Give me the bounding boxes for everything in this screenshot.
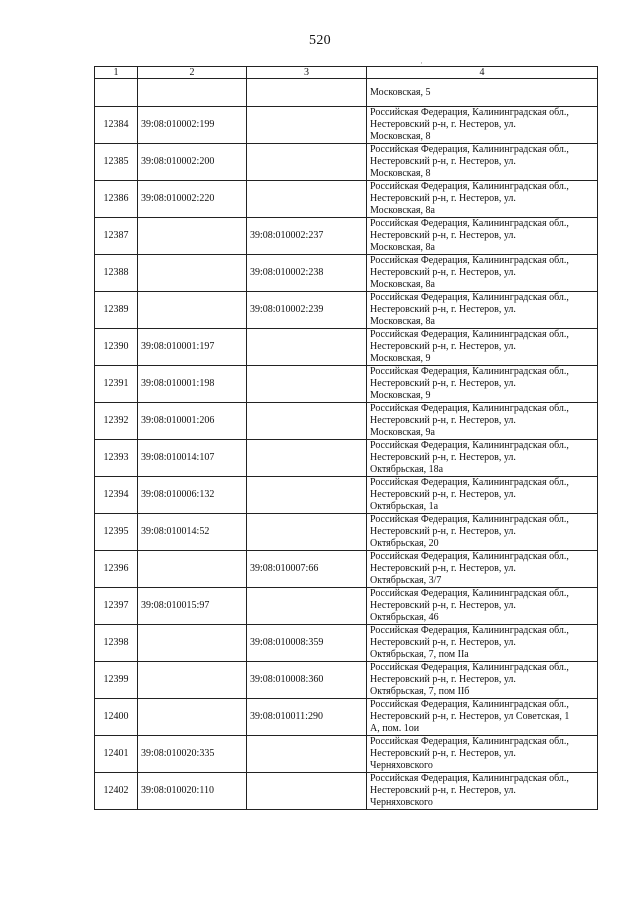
row-number-cell: 12391: [95, 366, 138, 403]
address-cell: [367, 107, 598, 144]
address-line: Черняховского: [370, 797, 433, 808]
address-line: Российская Федерация, Калининградская обл.,: [370, 773, 569, 784]
address-line: Московская, 9: [370, 353, 431, 364]
address-line: Российская Федерация, Калининградская обл.,: [370, 588, 569, 599]
address-line: Российская Федерация, Калининградская обл.,: [370, 107, 569, 118]
cadastral-number-alt-cell: 39:08:010007:66: [247, 551, 367, 588]
row-number-cell: 12401: [95, 736, 138, 773]
cadastral-number-alt-cell: 39:08:010011:290: [247, 699, 367, 736]
address-line: Российская Федерация, Калининградская обл.,: [370, 403, 569, 414]
address-line: Нестеровский р-н, г. Нестеров, ул.: [370, 378, 516, 389]
row-number-cell: 12386: [95, 181, 138, 218]
cadastral-number-cell: 39:08:010002:200: [138, 144, 247, 181]
row-number-cell: [95, 79, 138, 107]
address-cell: [367, 477, 598, 514]
cadastral-number-cell: 39:08:010014:52: [138, 514, 247, 551]
address-cell: [367, 625, 598, 662]
cadastral-number-alt-cell: [247, 588, 367, 625]
row-number-cell: 12385: [95, 144, 138, 181]
address-cell: [367, 699, 598, 736]
address-line: Российская Федерация, Калининградская обл.,: [370, 255, 569, 266]
column-header-4: 4: [367, 67, 598, 79]
address-line: Октябрьская, 46: [370, 612, 439, 623]
row-number-cell: 12400: [95, 699, 138, 736]
cadastral-number-cell: [138, 551, 247, 588]
address-line: Октябрьская, 3/7: [370, 575, 442, 586]
row-number-cell: 12388: [95, 255, 138, 292]
address-line: Российская Федерация, Калининградская обл.,: [370, 144, 569, 155]
address-line: Нестеровский р-н, г. Нестеров, ул.: [370, 452, 516, 463]
address-cell: [367, 773, 598, 810]
address-line: Российская Федерация, Калининградская обл.,: [370, 477, 569, 488]
cadastral-number-cell: 39:08:010001:206: [138, 403, 247, 440]
cadastral-number-cell: 39:08:010002:199: [138, 107, 247, 144]
address-line: Московская, 5: [370, 86, 431, 98]
cadastral-number-cell: [138, 699, 247, 736]
row-number-cell: 12399: [95, 662, 138, 699]
address-line: Нестеровский р-н, г. Нестеров, ул.: [370, 489, 516, 500]
address-cell: [367, 329, 598, 366]
address-line: Российская Федерация, Калининградская обл.,: [370, 440, 569, 451]
address-line: Нестеровский р-н, г. Нестеров, ул.: [370, 119, 516, 130]
address-cell: [367, 181, 598, 218]
address-line: Московская, 8а: [370, 316, 435, 327]
address-line: Октябрьская, 20: [370, 538, 439, 549]
cadastral-number-cell: [138, 662, 247, 699]
table-row: [95, 329, 598, 366]
address-line: Московская, 9: [370, 390, 431, 401]
row-number-cell: 12387: [95, 218, 138, 255]
cadastral-number-alt-cell: [247, 107, 367, 144]
address-line: Нестеровский р-н, г. Нестеров, ул.: [370, 193, 516, 204]
cadastral-number-cell: 39:08:010006:132: [138, 477, 247, 514]
address-line: Нестеровский р-н, г. Нестеров, ул.: [370, 600, 516, 611]
address-line: Нестеровский р-н, г. Нестеров, ул.: [370, 526, 516, 537]
cadastral-number-alt-cell: [247, 514, 367, 551]
address-cell: [367, 551, 598, 588]
address-line: Московская, 8а: [370, 242, 435, 253]
cadastral-number-cell: 39:08:010020:110: [138, 773, 247, 810]
cadastral-number-cell: [138, 292, 247, 329]
table-row: [95, 699, 598, 736]
table-row: [95, 625, 598, 662]
page-number: 520: [309, 33, 331, 48]
address-line: Московская, 8: [370, 131, 431, 142]
cadastral-number-alt-cell: [247, 329, 367, 366]
table-row: [95, 773, 598, 810]
row-number-cell: 12402: [95, 773, 138, 810]
table-row: [95, 292, 598, 329]
table-row: [95, 403, 598, 440]
address-line: Нестеровский р-н, г. Нестеров, ул.: [370, 341, 516, 352]
table-row: [95, 107, 598, 144]
address-line: Российская Федерация, Калининградская обл.,: [370, 218, 569, 229]
cadastral-number-alt-cell: [247, 477, 367, 514]
address-cell: [367, 79, 598, 107]
table-row: [95, 477, 598, 514]
cadastral-number-alt-cell: [247, 181, 367, 218]
table-row: [95, 662, 598, 699]
address-line: Нестеровский р-н, г. Нестеров, ул.: [370, 415, 516, 426]
table-row: [95, 366, 598, 403]
row-number-cell: 12397: [95, 588, 138, 625]
address-line: Московская, 9а: [370, 427, 435, 438]
cadastral-number-alt-cell: 39:08:010002:239: [247, 292, 367, 329]
address-line: Российская Федерация, Калининградская обл.,: [370, 551, 569, 562]
row-number-cell: 12393: [95, 440, 138, 477]
address-line: Российская Федерация, Калининградская обл.,: [370, 736, 569, 747]
cadastral-number-cell: 39:08:010020:335: [138, 736, 247, 773]
column-header-2: 2: [138, 67, 247, 79]
address-line: Нестеровский р-н, г. Нестеров, ул.: [370, 230, 516, 241]
row-number-cell: 12390: [95, 329, 138, 366]
table-row: [95, 144, 598, 181]
address-line: Нестеровский р-н, г. Нестеров, ул Советская, 1: [370, 711, 570, 722]
address-cell: [367, 292, 598, 329]
address-line: Российская Федерация, Калининградская обл.,: [370, 366, 569, 377]
cadastral-number-cell: [138, 255, 247, 292]
address-line: Российская Федерация, Калининградская обл.,: [370, 514, 569, 525]
address-line: Октябрьская, 7, пом IIб: [370, 686, 470, 697]
row-number-cell: 12389: [95, 292, 138, 329]
address-cell: [367, 662, 598, 699]
cadastral-number-cell: [138, 218, 247, 255]
address-line: Московская, 8: [370, 168, 431, 179]
cadastral-number-alt-cell: [247, 403, 367, 440]
address-line: Московская, 8а: [370, 279, 435, 290]
cadastral-number-alt-cell: 39:08:010008:360: [247, 662, 367, 699]
address-cell: [367, 736, 598, 773]
column-header-3: 3: [247, 67, 367, 79]
cadastral-number-alt-cell: [247, 773, 367, 810]
address-line: Октябрьская, 7, пом IIа: [370, 649, 469, 660]
cadastral-number-cell: 39:08:010014:107: [138, 440, 247, 477]
cadastral-number-alt-cell: 39:08:010002:237: [247, 218, 367, 255]
table-row: [95, 736, 598, 773]
address-line: Нестеровский р-н, г. Нестеров, ул.: [370, 748, 516, 759]
address-line: Московская, 8а: [370, 205, 435, 216]
cadastral-number-alt-cell: [247, 144, 367, 181]
address-line: Октябрьская, 18а: [370, 464, 444, 475]
address-cell: [367, 588, 598, 625]
row-number-cell: 12396: [95, 551, 138, 588]
table-row: [95, 218, 598, 255]
address-line: Российская Федерация, Калининградская обл.,: [370, 625, 569, 636]
address-line: Российская Федерация, Калининградская обл.,: [370, 292, 569, 303]
table-row: [95, 514, 598, 551]
cadastral-number-alt-cell: [247, 736, 367, 773]
cadastral-number-alt-cell: [247, 79, 367, 107]
cadastral-number-alt-cell: [247, 366, 367, 403]
address-cell: [367, 366, 598, 403]
table-row: [95, 440, 598, 477]
address-line: Нестеровский р-н, г. Нестеров, ул.: [370, 304, 516, 315]
address-cell: [367, 255, 598, 292]
cadastral-number-cell: [138, 625, 247, 662]
address-cell: [367, 440, 598, 477]
address-line: Нестеровский р-н, г. Нестеров, ул.: [370, 637, 516, 648]
address-cell: [367, 218, 598, 255]
scan-speck: ·: [420, 58, 423, 68]
row-number-cell: 12392: [95, 403, 138, 440]
table-header: [95, 67, 598, 79]
address-line: А, пом. 1ои: [370, 723, 420, 734]
cadastral-number-cell: [138, 79, 247, 107]
address-line: Нестеровский р-н, г. Нестеров, ул.: [370, 267, 516, 278]
row-number-cell: 12384: [95, 107, 138, 144]
header-row: [95, 67, 598, 79]
address-cell: [367, 144, 598, 181]
address-line: Октябрьская, 1а: [370, 501, 439, 512]
table-row: [95, 551, 598, 588]
cadastral-number-alt-cell: [247, 440, 367, 477]
address-cell: [367, 514, 598, 551]
address-cell: [367, 403, 598, 440]
table-row: [95, 588, 598, 625]
cadastral-number-cell: 39:08:010002:220: [138, 181, 247, 218]
table-row: [95, 181, 598, 218]
cadastral-number-cell: 39:08:010001:197: [138, 329, 247, 366]
cadastral-number-alt-cell: 39:08:010008:359: [247, 625, 367, 662]
address-line: Черняховского: [370, 760, 433, 771]
address-line: Российская Федерация, Калининградская обл.,: [370, 329, 569, 340]
address-line: Российская Федерация, Калининградская обл.,: [370, 181, 569, 192]
cadastral-number-cell: 39:08:010001:198: [138, 366, 247, 403]
row-number-cell: 12395: [95, 514, 138, 551]
cadastral-number-alt-cell: 39:08:010002:238: [247, 255, 367, 292]
address-line: Нестеровский р-н, г. Нестеров, ул.: [370, 156, 516, 167]
address-line: Российская Федерация, Калининградская обл.,: [370, 662, 569, 673]
cadastral-number-cell: 39:08:010015:97: [138, 588, 247, 625]
table-body: [95, 79, 598, 810]
row-number-cell: 12398: [95, 625, 138, 662]
registry-table: [94, 66, 598, 810]
address-line: Российская Федерация, Калининградская обл.,: [370, 699, 569, 710]
address-line: Нестеровский р-н, г. Нестеров, ул.: [370, 785, 516, 796]
address-line: Нестеровский р-н, г. Нестеров, ул.: [370, 674, 516, 685]
table-row: [95, 255, 598, 292]
continuation-row: [95, 79, 598, 107]
address-line: Нестеровский р-н, г. Нестеров, ул.: [370, 563, 516, 574]
column-header-1: 1: [95, 67, 138, 79]
row-number-cell: 12394: [95, 477, 138, 514]
